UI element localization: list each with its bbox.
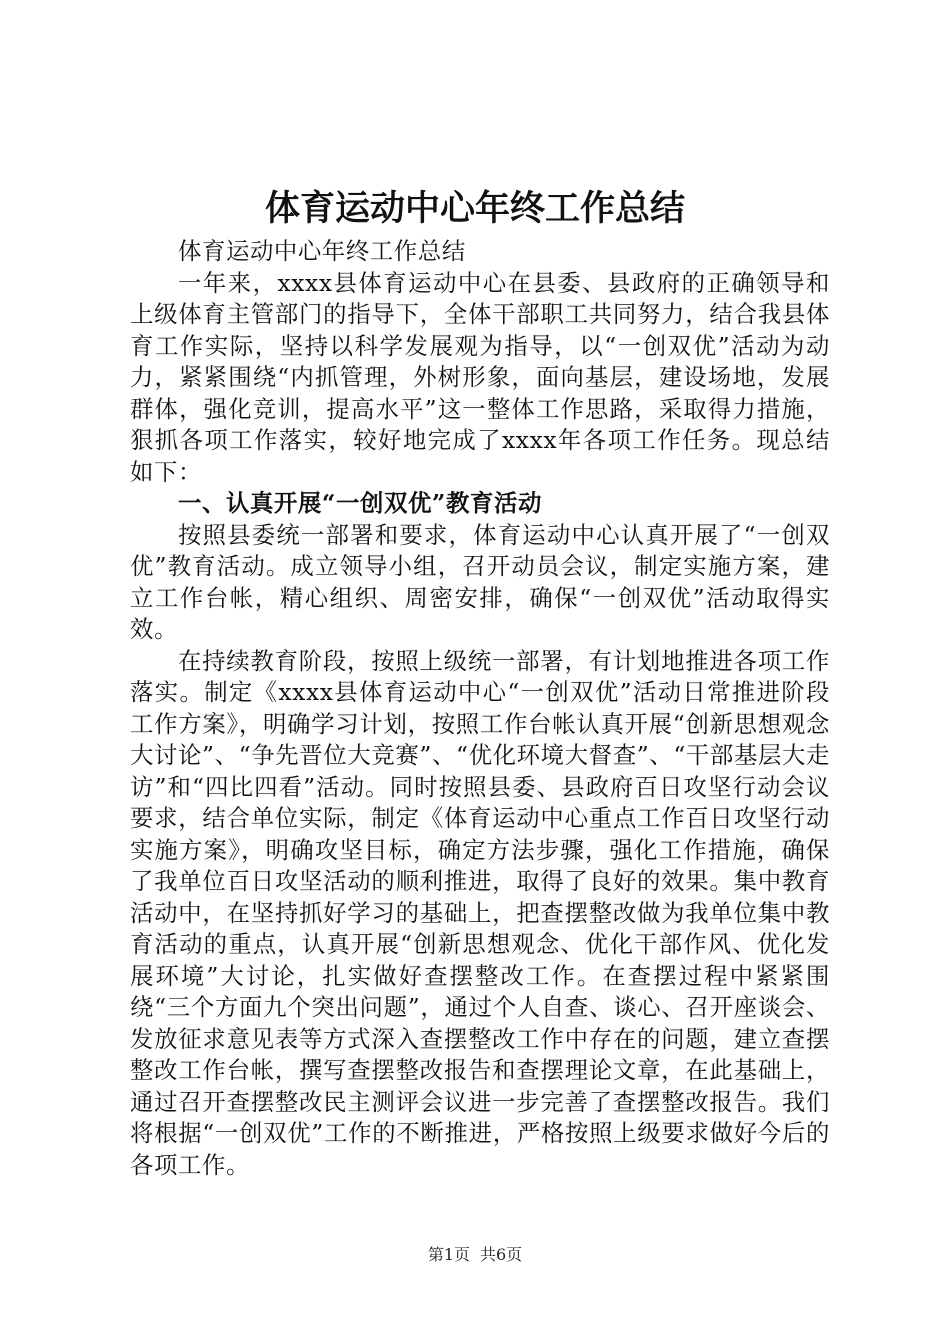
intro-paragraph: 一年来，xxxx县体育运动中心在县委、县政府的正确领导和上级体育主管部门的指导下，全体干部职工共同努力，结合我县体育工作实际，坚持以科学发展观为指导，以“一创双优”活动为动力，紧紧围绕“内抓管理，外树形象，面向基层，建设场地，发展群体，强化竞训，提高水平”这一整体工作思路，采取得力措施，狠抓各项工作落实，较好地完成了xxxx年各项工作任务。现总结如下：	[130, 268, 830, 486]
page-footer	[0, 1242, 950, 1265]
page-total: 共6页	[480, 1245, 523, 1264]
section-paragraph: 在持续教育阶段，按照上级统一部署，有计划地推进各项工作落实。制定《xxxx县体育运动中心“一创双优”活动日常推进阶段工作方案》，明确学习计划，按照工作台帐认真开展“创新思想观念大讨论”、“争先晋位大竞赛”、“优化环境大督查”、“干部基层大走访”和“四比四看”活动。同时按照县委、县政府百日攻坚行动会议要求，结合单位实际，制定《体育运动中心重点工作百日攻坚行动实施方案》，明确攻坚目标，确定方法步骤，强化工作措施，确保了我单位百日攻坚活动的顺利推进，取得了良好的效果。集中教育活动中，在坚持抓好学习的基础上，把查摆整改做为我单位集中教育活动的重点，认真开展“创新思想观念、优化干部作风、优化发展环境”大讨论，扎实做好查摆整改工作。在查摆过程中紧紧围绕“三个方面九个突出问题”，通过个人自查、谈心、召开座谈会、发放征求意见表等方式深入查摆整改工作中存在的问题，建立查摆整改工作台帐，撰写查摆整改报告和查摆理论文章，在此基础上，通过召开查摆整改民主测评会议进一步完善了查摆整改报告。我们将根据“一创双优”工作的不断推进，严格按照上级要求做好今后的各项工作。	[130, 646, 830, 1179]
document-title: 体育运动中心年终工作总结	[264, 188, 685, 229]
section-heading: 一、认真开展“一创双优”教育活动	[177, 489, 542, 517]
page-number: 第1页	[427, 1245, 470, 1264]
document-subtitle: 体育运动中心年终工作总结	[177, 237, 466, 265]
section-paragraph: 按照县委统一部署和要求，体育运动中心认真开展了“一创双优”教育活动。成立领导小组，召开动员会议，制定实施方案，建立工作台帐，精心组织、周密安排，确保“一创双优”活动取得实效。	[130, 520, 830, 643]
document-body	[130, 236, 830, 1181]
